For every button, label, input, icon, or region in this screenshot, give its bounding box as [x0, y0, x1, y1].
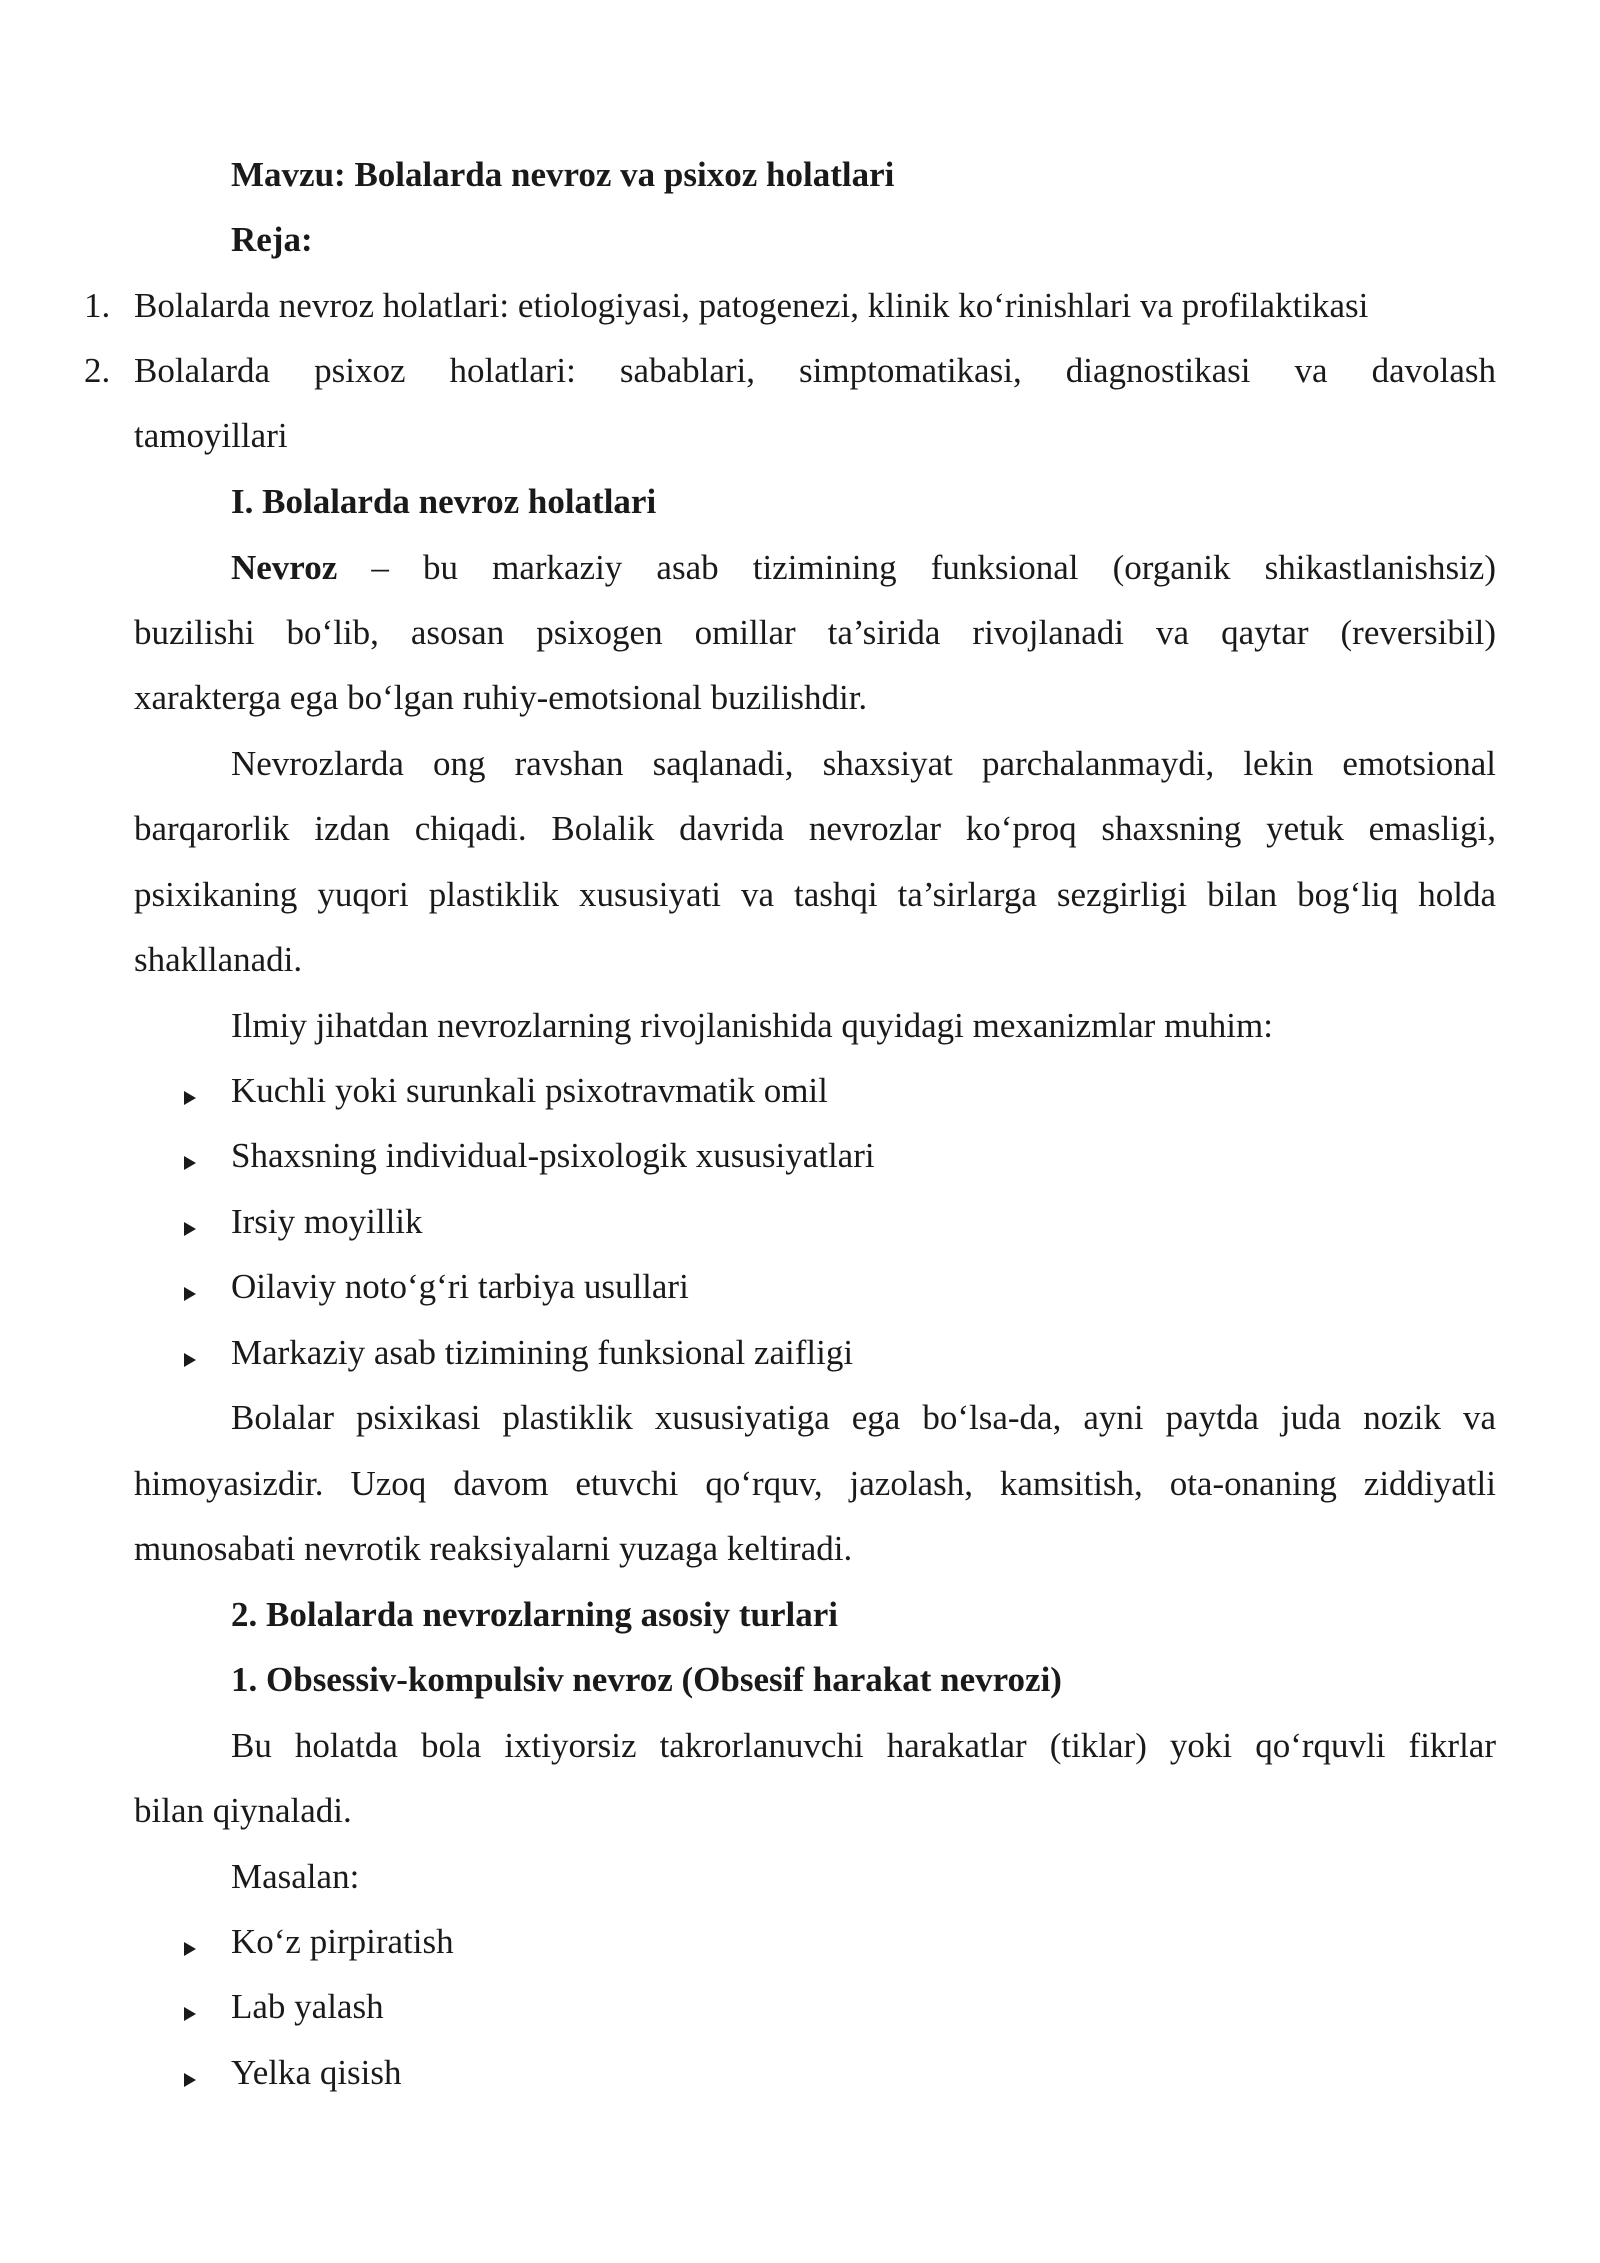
list-item: Yelka qisish — [231, 2053, 402, 2092]
document-title: Mavzu: Bolalarda nevroz va psixoz holatlari — [231, 155, 895, 194]
paragraph-line: shakllanadi. — [134, 940, 303, 979]
plan-label: Reja: — [231, 220, 313, 259]
list-item: Irsiy moyillik — [231, 1202, 423, 1241]
list-item: Shaxsning individual-psixologik xususiyatlari — [231, 1136, 875, 1175]
plan-item-text: Bolalarda psixoz holatlari: sabablari, simptomatikasi, diagnostikasi va davolash — [134, 351, 1496, 390]
paragraph-line: Nevroz – bu markaziy asab tizimining funksional (organik shikastlanishsiz) — [231, 548, 1496, 587]
paragraph-line: Bolalar psixikasi plastiklik xususiyatiga ega bo‘lsa-da, ayni paytda juda nozik va — [231, 1398, 1496, 1437]
arrow-bullet-icon — [184, 1091, 196, 1105]
paragraph-line: psixikaning yuqori plastiklik xususiyati va tashqi ta’sirlarga sezgirligi bilan bog‘liq holda — [134, 875, 1496, 914]
arrow-bullet-icon — [184, 1353, 196, 1367]
paragraph-line: Nevrozlarda ong ravshan saqlanadi, shaxsiyat parchalanmaydi, lekin emotsional — [231, 744, 1496, 783]
paragraph-line: barqarorlik izdan chiqadi. Bolalik davrida nevrozlar ko‘proq shaxsning yetuk emasligi, — [134, 809, 1496, 848]
arrow-bullet-icon — [184, 1287, 196, 1301]
paragraph-line: Masalan: — [231, 1857, 360, 1896]
paragraph-line: buzilishi bo‘lib, asosan psixogen omillar ta’sirida rivojlanadi va qaytar (reversibil) — [134, 613, 1496, 652]
list-item: Ko‘z pirpiratish — [231, 1922, 454, 1961]
section-heading: I. Bolalarda nevroz holatlari — [231, 482, 657, 521]
plan-item-text: Bolalarda nevroz holatlari: etiologiyasi, patogenezi, klinik ko‘rinishlari va profilaktikasi — [134, 286, 1369, 325]
list-item: Markaziy asab tizimining funksional zaifligi — [231, 1333, 854, 1372]
subsection-heading: 1. Obsessiv-kompulsiv nevroz (Obsesif harakat nevrozi) — [231, 1660, 1062, 1699]
list-item: Kuchli yoki surunkali psixotravmatik omil — [231, 1071, 828, 1110]
paragraph-line: Ilmiy jihatdan nevrozlarning rivojlanishida quyidagi mexanizmlar muhim: — [231, 1006, 1273, 1045]
plan-item-number: 2. — [84, 351, 111, 390]
paragraph-line: xarakterga ega bo‘lgan ruhiy-emotsional buzilishdir. — [134, 678, 868, 717]
paragraph-line: Bu holatda bola ixtiyorsiz takrorlanuvchi harakatlar (tiklar) yoki qo‘rquvli fikrlar — [231, 1726, 1496, 1765]
plan-item-number: 1. — [84, 286, 111, 325]
arrow-bullet-icon — [184, 1942, 196, 1956]
plan-item-text-continued: tamoyillari — [134, 416, 288, 455]
paragraph-line: himoyasizdir. Uzoq davom etuvchi qo‘rquv, jazolash, kamsitish, ota-onaning ziddiyatli — [134, 1464, 1496, 1503]
bold-term: Nevroz — [231, 548, 338, 587]
arrow-bullet-icon — [184, 1222, 196, 1236]
arrow-bullet-icon — [184, 1156, 196, 1170]
paragraph-line: bilan qiynaladi. — [134, 1791, 352, 1830]
list-item: Oilaviy noto‘g‘ri tarbiya usullari — [231, 1267, 689, 1306]
arrow-bullet-icon — [184, 2073, 196, 2087]
arrow-bullet-icon — [184, 2007, 196, 2021]
paragraph-line: munosabati nevrotik reaksiyalarni yuzaga keltiradi. — [134, 1529, 853, 1568]
section-heading: 2. Bolalarda nevrozlarning asosiy turlari — [231, 1595, 838, 1634]
list-item: Lab yalash — [231, 1987, 384, 2026]
